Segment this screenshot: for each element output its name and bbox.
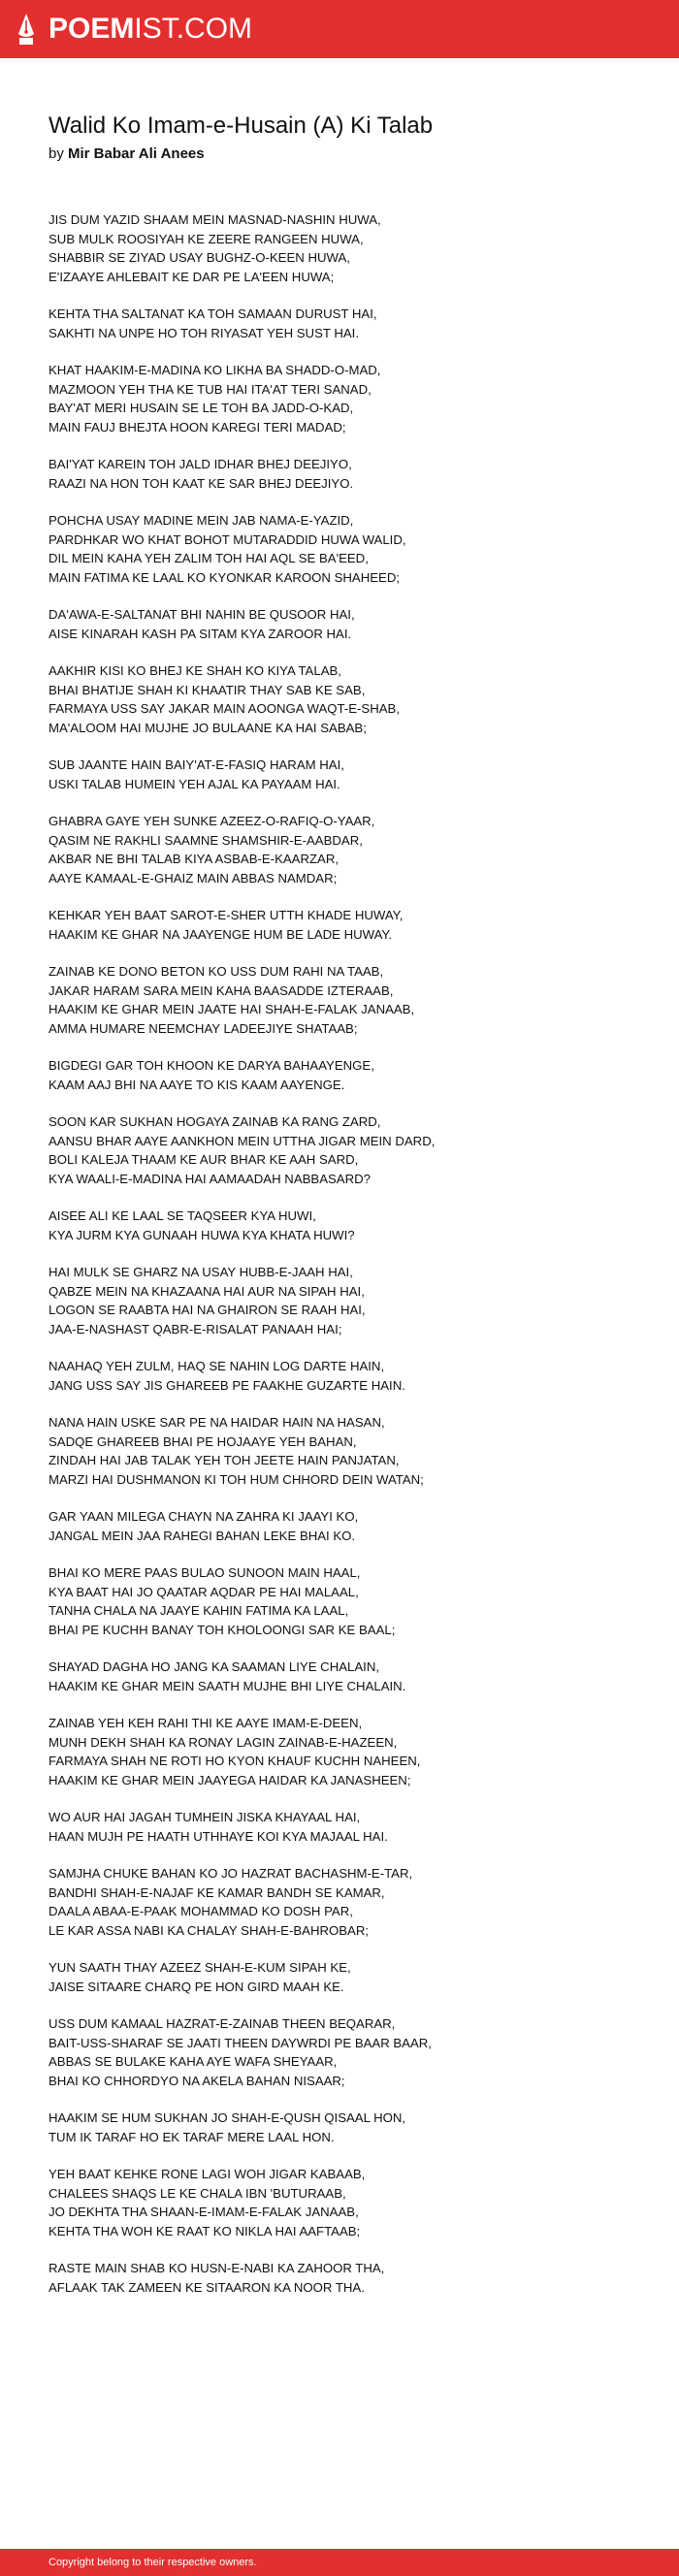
poem-line: E'IZAAYE AHLEBAIT KE DAR PE LA'EEN HUWA; xyxy=(48,269,335,284)
poem-line: LOGON SE RAABTA HAI NA GHAIRON SE RAAH HAI, xyxy=(48,1303,366,1317)
poem-line: QABZE MEIN NA KHAZAANA HAI AUR NA SIPAH HAI, xyxy=(48,1283,365,1299)
poem-line: JANGAL MEIN JAA RAHEGI BAHAN LEKE BHAI KO. xyxy=(48,1528,356,1543)
poem-line: MAZMOON YEH THA KE TUB HAI ITA'AT TERI SANAD, xyxy=(48,381,372,397)
pen-nib-logo-icon[interactable] xyxy=(16,13,37,46)
poem-line: KEHTA THA WOH KE RAAT KO NIKLA HAI AAFTAAB; xyxy=(48,2223,361,2238)
stanza xyxy=(48,210,650,286)
poem-line: USS DUM KAMAAL HAZRAT-E-ZAINAB THEEN BEQARAR, xyxy=(48,2016,396,2031)
poem-line: SUB JAANTE HAIN BAIY'AT-E-FASIQ HARAM HAI, xyxy=(48,757,344,772)
stanza xyxy=(48,1507,650,1545)
poem-line: AISE KINARAH KASH PA SITAM KYA ZAROOR HAI. xyxy=(48,626,352,641)
logo-bold-text: POEM xyxy=(48,13,135,45)
poem-line: KAAM AAJ BHI NA AAYE TO KIS KAAM AAYENGE. xyxy=(48,1077,345,1092)
stanza xyxy=(48,2109,650,2146)
poem-line: RASTE MAIN SHAB KO HUSN-E-NABI KA ZAHOOR THA, xyxy=(48,2261,385,2275)
poem-line: SHABBIR SE ZIYAD USAY BUGHZ-O-KEEN HUWA, xyxy=(48,250,350,265)
stanza xyxy=(48,962,650,1038)
poem-line: SAKHTI NA UNPE HO TOH RIYASAT YEH SUST HAI. xyxy=(48,325,359,340)
poem-body xyxy=(48,210,650,2315)
poem-line: USKI TALAB HUMEIN YEH AJAL KA PAYAAM HAI. xyxy=(48,776,340,791)
stanza xyxy=(48,605,650,643)
poem-line: BANDHI SHAH-E-NAJAF KE KAMAR BANDH SE KAMAR, xyxy=(48,1884,385,1900)
stanza xyxy=(48,305,650,342)
poem-line: BIGDEGI GAR TOH KHOON KE DARYA BAHAAYENGE, xyxy=(48,1058,374,1073)
poem-line: HAAKIM KE GHAR MEIN JAAYEGA HAIDAR KA JANASHEEN; xyxy=(48,1772,411,1787)
poem-line: JO DEKHTA THA SHAAN-E-IMAM-E-FALAK JANAAB, xyxy=(48,2205,359,2219)
poem-line: HAAKIM KE GHAR NA JAAYENGE HUM BE LADE HUWAY. xyxy=(48,926,393,942)
poem-line: BAY'AT MERI HUSAIN SE LE TOH BA JADD-O-KAD, xyxy=(48,401,354,415)
stanza xyxy=(48,1112,650,1188)
poem-line: KYA WAALI-E-MADINA HAI AAMAADAH NABBASARD? xyxy=(48,1171,371,1186)
poem-line: DA'AWA-E-SALTANAT BHI NAHIN BE QUSOOR HAI, xyxy=(48,607,355,622)
poem-line: ABBAS SE BULAKE KAHA AYE WAFA SHEYAAR, xyxy=(48,2054,338,2069)
stanza xyxy=(48,455,650,493)
stanza xyxy=(48,906,650,944)
poem-line: SAMJHA CHUKE BAHAN KO JO HAZRAT BACHASHM-E-TAR, xyxy=(48,1866,413,1881)
poem-line: SOON KAR SUKHAN HOGAYA ZAINAB KA RANG ZARD, xyxy=(48,1114,381,1129)
poem-line: GAR YAAN MILEGA CHAYN NA ZAHRA KI JAAYI KO, xyxy=(48,1509,359,1524)
poem-line: HAAKIM KE GHAR MEIN JAATE HAI SHAH-E-FALAK JANAAB, xyxy=(48,1002,415,1016)
site-footer xyxy=(0,2549,679,2576)
stanza xyxy=(48,756,650,793)
byline xyxy=(48,145,205,162)
poem-line: AKBAR NE BHI TALAB KIYA ASBAB-E-KAARZAR, xyxy=(48,852,340,866)
stanza xyxy=(48,1263,650,1338)
poem-line: KEHTA THA SALTANAT KA TOH SAMAAN DURUST HAI, xyxy=(48,306,377,321)
poem-line: JANG USS SAY JIS GHAREEB PE FAAKHE GUZARTE HAIN. xyxy=(48,1377,405,1393)
stanza xyxy=(48,2165,650,2240)
poem-line: HAAN MUJH PE HAATH UTHHAYE KOI KYA MAJAAL HAI. xyxy=(48,1828,388,1844)
poem-line: BHAI BHATIJE SHAH KI KHAATIR THAY SAB KE SAB, xyxy=(48,682,366,697)
poem-line: JIS DUM YAZID SHAAM MEIN MASNAD-NASHIN HUWA, xyxy=(48,212,381,227)
poem-line: JAISE SITAARE CHARQ PE HON GIRD MAAH KE. xyxy=(48,1979,344,1994)
stanza xyxy=(48,1808,650,1846)
stanza xyxy=(48,361,650,436)
poem-line: JAKAR HARAM SARA MEIN KAHA BAASADDE IZTERAAB, xyxy=(48,982,394,998)
author-name[interactable]: Mir Babar Ali Anees xyxy=(68,145,205,162)
site-header xyxy=(0,0,679,58)
stanza xyxy=(48,1357,650,1395)
poem-line: FARMAYA SHAH NE ROTI HO KYON KHAUF KUCHH NAHEEN, xyxy=(48,1754,421,1768)
poem-line: BHAI KO MERE PAAS BULAO SUNOON MAIN HAAL, xyxy=(48,1565,361,1580)
poem-line: TUM IK TARAF HO EK TARAF MERE LAAL HON. xyxy=(48,2129,335,2144)
stanza xyxy=(48,2259,650,2297)
poem-line: DIL MEIN KAHA YEH ZALIM TOH HAI AQL SE BA'EED, xyxy=(48,551,369,565)
stanza xyxy=(48,1207,650,1244)
poem-line: GHABRA GAYE YEH SUNKE AZEEZ-O-RAFIQ-O-YAAR, xyxy=(48,814,375,828)
poem-line: BHAI KO CHHORDYO NA AKELA BAHAN NISAAR; xyxy=(48,2073,345,2088)
poem-line: KYA JURM KYA GUNAAH HUWA KYA KHATA HUWI? xyxy=(48,1227,355,1242)
poem-line: BHAI PE KUCHH BANAY TOH KHOLOONGI SAR KE BAAL; xyxy=(48,1622,396,1637)
stanza xyxy=(48,2014,650,2090)
poem-line: ZINDAH HAI JAB TALAK YEH TOH JEETE HAIN PANJATAN, xyxy=(48,1453,400,1467)
poem-line: BOLI KALEJA THAAM KE AUR BHAR KE AAH SARD, xyxy=(48,1152,359,1167)
poem-line: DAALA ABAA-E-PAAK MOHAMMAD KO DOSH PAR, xyxy=(48,1904,353,1918)
poem-line: AMMA HUMARE NEEMCHAY LADEEJIYE SHATAAB; xyxy=(48,1020,358,1036)
poem-line: KHAT HAAKIM-E-MADINA KO LIKHA BA SHADD-O-MAD, xyxy=(48,363,381,377)
poem-line: PARDHKAR WO KHAT BOHOT MUTARADDID HUWA WALID, xyxy=(48,531,406,547)
stanza xyxy=(48,1056,650,1094)
poem-line: NAAHAQ YEH ZULM, HAQ SE NAHIN LOG DARTE HAIN, xyxy=(48,1359,385,1373)
poem-line: FARMAYA USS SAY JAKAR MAIN AOONGA WAQT-E-SHAB, xyxy=(48,701,400,716)
poem-line: KYA BAAT HAI JO QAATAR AQDAR PE HAI MALAAL, xyxy=(48,1584,359,1599)
poem-line: CHALEES SHAQS LE KE CHALA IBN 'BUTURAAB, xyxy=(48,2185,346,2201)
poem-line: LE KAR ASSA NABI KA CHALAY SHAH-E-BAHROBAR; xyxy=(48,1922,370,1938)
stanza xyxy=(48,1958,650,1996)
poem-line: YUN SAATH THAY AZEEZ SHAH-E-KUM SIPAH KE, xyxy=(48,1960,351,1975)
poem-line: POHCHA USAY MADINE MEIN JAB NAMA-E-YAZID, xyxy=(48,513,354,528)
poem-line: ZAINAB KE DONO BETON KO USS DUM RAHI NA TAAB, xyxy=(48,964,384,979)
poem-title: Walid Ko Imam-e-Husain (A) Ki Talab xyxy=(48,113,434,139)
poem-line: AFLAAK TAK ZAMEEN KE SITAARON KA NOOR THA. xyxy=(48,2279,365,2295)
stanza xyxy=(48,1864,650,1940)
stanza xyxy=(48,1413,650,1489)
poem-line: HAAKIM KE GHAR MEIN SAATH MUJHE BHI LIYE CHALAIN. xyxy=(48,1678,406,1693)
poem-line: YEH BAAT KEHKE RONE LAGI WOH JIGAR KABAAB, xyxy=(48,2167,366,2181)
poem-line: SADQE GHAREEB BHAI PE HOJAAYE YEH BAHAN, xyxy=(48,1433,357,1449)
poem-line: BAIT-USS-SHARAF SE JAATI THEEN DAYWRDI PE BAAR BAAR, xyxy=(48,2035,432,2050)
poem-line: MA'ALOOM HAI MUJHE JO BULAANE KA HAI SABAB; xyxy=(48,720,367,735)
copyright-text: Copyright belong to their respective owners. xyxy=(48,2557,257,2568)
poem-line: AANSU BHAR AAYE AANKHON MEIN UTTHA JIGAR MEIN DARD, xyxy=(48,1133,436,1148)
byline-prefix: by xyxy=(48,145,64,162)
poem-line: JAA-E-NASHAST QABR-E-RISALAT PANAAH HAI; xyxy=(48,1321,342,1336)
poem-line: HAI MULK SE GHARZ NA USAY HUBB-E-JAAH HAI, xyxy=(48,1265,353,1279)
stanza xyxy=(48,1563,650,1639)
stanza xyxy=(48,511,650,587)
stanza xyxy=(48,661,650,737)
poem-line: BAI'YAT KAREIN TOH JALD IDHAR BHEJ DEEJIYO, xyxy=(48,457,352,471)
poem-line: MAIN FAUJ BHEJTA HOON KAREGI TERI MADAD; xyxy=(48,419,346,435)
poem-line: MARZI HAI DUSHMANON KI TOH HUM CHHORD DEIN WATAN; xyxy=(48,1471,424,1487)
stanza xyxy=(48,1658,650,1695)
stanza xyxy=(48,1714,650,1789)
poem-line: NANA HAIN USKE SAR PE NA HAIDAR HAIN NA HASAN, xyxy=(48,1415,385,1430)
poem-line: MUNH DEKH SHAH KA RONAY LAGIN ZAINAB-E-HAZEEN, xyxy=(48,1734,398,1750)
poem-line: MAIN FATIMA KE LAAL KO KYONKAR KAROON SHAHEED; xyxy=(48,569,401,585)
poem-line: QASIM NE RAKHLI SAAMNE SHAMSHIR-E-AABDAR, xyxy=(48,832,363,848)
site-logo[interactable] xyxy=(48,15,252,44)
poem-line: WO AUR HAI JAGAH TUMHEIN JISKA KHAYAAL HAI, xyxy=(48,1810,361,1824)
poem-line: RAAZI NA HON TOH KAAT KE SAR BHEJ DEEJIYO. xyxy=(48,475,354,491)
poem-line: KEHKAR YEH BAAT SAROT-E-SHER UTTH KHADE HUWAY, xyxy=(48,908,404,922)
poem-line: SUB MULK ROOSIYAH KE ZEERE RANGEEN HUWA, xyxy=(48,231,364,246)
poem-line: HAAKIM SE HUM SUKHAN JO SHAH-E-QUSH QISAAL HON, xyxy=(48,2110,406,2125)
poem-line: TANHA CHALA NA JAAYE KAHIN FATIMA KA LAAL, xyxy=(48,1603,349,1618)
poem-line: ZAINAB YEH KEH RAHI THI KE AAYE IMAM-E-DEEN, xyxy=(48,1716,363,1730)
poem-line: SHAYAD DAGHA HO JANG KA SAAMAN LIYE CHALAIN, xyxy=(48,1659,380,1674)
poem-line: AAYE KAMAAL-E-GHAIZ MAIN ABBAS NAMDAR; xyxy=(48,870,338,886)
logo-light-text: IST.COM xyxy=(134,13,253,45)
poem-line: AISEE ALI KE LAAL SE TAQSEER KYA HUWI, xyxy=(48,1208,316,1223)
poem-line: AAKHIR KISI KO BHEJ KE SHAH KO KIYA TALAB, xyxy=(48,663,341,678)
stanza xyxy=(48,812,650,887)
